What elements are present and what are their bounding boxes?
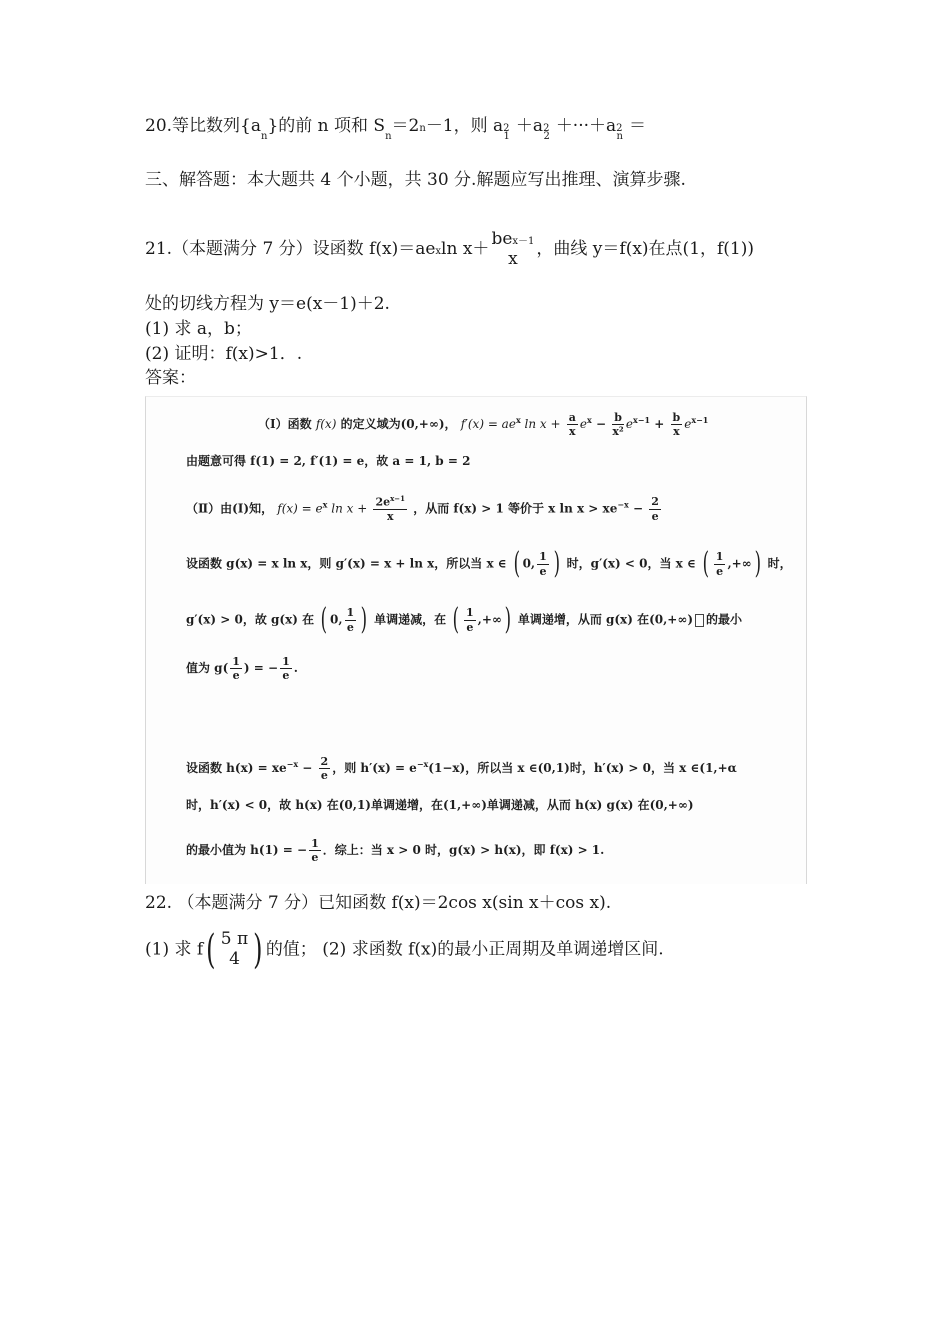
paren-open: ( — [320, 602, 328, 637]
ans-l9b: 1 — [311, 837, 319, 850]
q20-sup-n: n — [419, 123, 426, 134]
ans-fx: x — [569, 425, 576, 439]
ans-l4i: 时， — [767, 556, 792, 571]
ans-l1b: f(x) — [315, 417, 337, 432]
ans-l6c: e — [232, 669, 240, 683]
ans-l3g: − — [628, 501, 648, 516]
ans-l1i: − — [591, 417, 611, 432]
answer-line-4 — [186, 546, 792, 581]
q22-frac-num: 5 π — [220, 929, 249, 950]
ans-l5i: 单调递增，从而 g(x) 在(0,+∞) — [517, 612, 694, 627]
ans-l3e: ，从而 f(x) > 1 等价于 x ln x > xe — [413, 501, 618, 516]
answer-line-5 — [186, 602, 743, 637]
missing-glyph-box — [695, 614, 704, 627]
ans-l7b: −x — [286, 759, 299, 770]
ans-frac-1e-f — [280, 655, 292, 682]
ans-l7e: e — [320, 769, 328, 783]
ans-l7h: (1−x)，所以当 x ∈(0,1)时，h′(x) > 0，当 x ∈(1,+α — [428, 761, 737, 776]
q22-text-b: 的值； (2) 求函数 f(x)的最小正周期及单调递增区间. — [265, 939, 664, 960]
paren-close: ) — [360, 602, 368, 637]
q20-sub-n1: n — [261, 131, 268, 142]
ans-l3den: x — [386, 509, 394, 523]
ans-l7f: ，则 h′(x) = e — [332, 761, 417, 776]
ans-l1a: （Ⅰ）函数 — [258, 417, 312, 432]
ans-l4c: 1 — [539, 550, 547, 564]
ans-l5c: 1 — [346, 606, 355, 620]
ans-l6g: . — [293, 661, 298, 676]
paren-open: ( — [513, 546, 520, 581]
ans-l3-num — [373, 495, 407, 510]
ans-frac-1e-b — [714, 550, 726, 577]
ans-l1k: x−1 — [633, 415, 651, 426]
ans-frac-1e-d — [464, 606, 476, 633]
ans-l3he: e — [651, 509, 659, 523]
ans-fb: b — [614, 411, 622, 424]
q21-frac-num — [491, 230, 534, 250]
ans-l6e: 1 — [282, 655, 290, 668]
ans-fb2: b — [672, 411, 681, 424]
ans-frac-1e-a — [537, 550, 549, 577]
q20-sub-2: 2 — [543, 131, 550, 142]
ans-l1g: e — [579, 417, 588, 432]
ans-l3h2: 2 — [651, 495, 659, 509]
paren-close: ) — [553, 546, 560, 581]
ans-l3numsup: x−1 — [390, 494, 406, 503]
ans-frac-2e — [373, 495, 407, 523]
answer-line-9 — [186, 837, 604, 864]
ans-l4h: ,+∞ — [727, 556, 752, 571]
q21-text-c: ，曲线 y＝f(x)在点(1，f(1)) — [536, 239, 755, 260]
ans-l9c: e — [311, 851, 319, 865]
ans-frac-1e-e — [230, 655, 242, 682]
ans-l1f: ln x + — [520, 417, 561, 432]
ans-l1d: f′(x) = ae — [460, 417, 516, 432]
ans-l4g: e — [716, 564, 724, 578]
ans-l1e: x — [515, 415, 521, 426]
ans-l1m: e — [684, 417, 692, 432]
ans-l5b: 0, — [330, 612, 343, 627]
ans-l7g: −x — [416, 759, 429, 770]
question-22: 22. （本题满分 7 分）已知函数 f(x)＝2cos x(sin x＋cos x). — [145, 893, 612, 913]
question-21 — [145, 230, 754, 269]
ans-l5f: 1 — [466, 606, 474, 620]
ans-frac-b-x2 — [612, 411, 624, 438]
q21-frac-num-text: be — [491, 229, 513, 249]
ans-l5d: e — [346, 620, 354, 634]
q21-frac-den: x — [508, 248, 518, 269]
answer-line-1 — [258, 411, 708, 438]
ans-frac-a-x — [567, 411, 578, 438]
q20-sup-2a: 2 — [503, 123, 510, 134]
ans-l4d: e — [539, 564, 547, 578]
answer-line-7 — [186, 755, 737, 782]
q21-text-a: 21.（本题满分 7 分）设函数 f(x)＝ae — [145, 239, 436, 260]
paren-open: ( — [452, 602, 460, 637]
ans-l4a: 设函数 g(x) = x ln x，则 g′(x) = x + ln x，所以当 x ∈ — [186, 556, 507, 571]
answer-line-3 — [186, 495, 663, 523]
ans-l6f: e — [282, 669, 290, 683]
ans-l5j: 的最小 — [706, 612, 743, 627]
ans-l9a: 的最小值为 h(1) = − — [186, 843, 308, 858]
q21-line2: 处的切线方程为 y＝e(x－1)＋2. — [145, 294, 390, 314]
ans-l3a: （Ⅱ）由(Ⅰ)知， — [186, 501, 274, 516]
ans-frac-2-e-b — [319, 755, 331, 782]
q21-text-b: ln x＋ — [441, 239, 490, 260]
q20-text-a: 20.等比数列{a — [145, 116, 261, 136]
q20-sub-n2: n — [385, 131, 392, 142]
ans-l5a: g′(x) > 0，故 g(x) 在 — [186, 612, 315, 627]
ans-l9d: ．综上：当 x > 0 时，g(x) > h(x)，即 f(x) > 1. — [322, 843, 605, 858]
q20-sup-2c: 2 — [616, 123, 623, 134]
ans-l1l: + — [650, 417, 669, 432]
answer-line-8: 时，h′(x) < 0，故 h(x) 在(0,1)单调递增，在(1,+∞)单调递减，从而 h(x) g(x) 在(0,+∞) — [186, 798, 694, 812]
ans-l1c: 的定义域为(0,+∞)， — [340, 417, 457, 432]
q20-sub-n3: n — [616, 131, 623, 142]
ans-l5e: 单调递减，在 — [374, 612, 447, 627]
ans-l1n: x−1 — [691, 415, 709, 426]
ans-l1j: e — [625, 417, 634, 432]
q20-text-b: }的前 n 项和 S — [267, 116, 386, 136]
ans-l7a: 设函数 h(x) = xe — [186, 761, 287, 776]
q22-parts — [145, 927, 664, 973]
ans-frac-2-e — [649, 495, 661, 522]
ans-l5g: e — [466, 620, 474, 634]
ans-l3d: ln x + — [327, 501, 368, 516]
ans-l1h: x — [587, 415, 592, 426]
q22-text-a: (1) 求 f — [145, 939, 204, 960]
q20-text-e: ＋a — [515, 116, 544, 136]
ans-fx2: x² — [612, 425, 624, 439]
q21-part2: (2) 证明：f(x)>1．. — [145, 344, 303, 364]
ans-l3c: x — [322, 499, 328, 510]
question-20 — [145, 116, 646, 142]
q20-sup-2b: 2 — [543, 123, 550, 134]
q22-paren-open: ( — [206, 927, 216, 973]
q21-fraction — [491, 230, 534, 269]
ans-frac-b-x — [671, 411, 683, 438]
q20-sub-1: 1 — [503, 131, 510, 142]
ans-l5h: ,+∞ — [477, 612, 502, 627]
ans-l6b: 1 — [232, 655, 240, 668]
q20-text-g: ＝ — [629, 116, 646, 136]
q20-text-c: ＝2 — [391, 116, 420, 136]
q22-paren-close: ) — [253, 927, 263, 973]
answer-label: 答案： — [145, 368, 196, 388]
q20-text-f: ＋···＋a — [555, 116, 617, 136]
q22-fraction — [221, 930, 248, 969]
paren-close: ) — [504, 602, 511, 637]
q21-sup-x: x — [435, 246, 442, 258]
ans-l4b: 0, — [522, 556, 536, 571]
q20-text-d: －1，则 a — [425, 116, 504, 136]
ans-l4e: 时，g′(x) < 0，当 x ∈ — [566, 556, 696, 571]
section-3-heading: 三、解答题：本大题共 4 个小题，共 30 分.解题应写出推理、演算步骤. — [145, 170, 686, 190]
ans-l4f: 1 — [715, 550, 724, 564]
ans-l3num: 2e — [375, 495, 391, 509]
ans-frac-1e-c — [345, 606, 357, 633]
ans-fx3: x — [673, 425, 680, 439]
q21-part1: (1) 求 a，b； — [145, 319, 252, 339]
answer-line-6 — [186, 655, 298, 682]
ans-l6a: 值为 g( — [186, 661, 229, 676]
ans-l7d: 2 — [320, 755, 329, 768]
paren-open: ( — [702, 546, 710, 581]
ans-fa: a — [568, 411, 576, 424]
ans-l3f: −x — [617, 499, 629, 510]
answer-image — [145, 396, 807, 884]
paren-close: ) — [754, 546, 761, 581]
q21-frac-num-sup: x－1 — [512, 236, 535, 247]
q22-frac-den: 4 — [229, 949, 240, 969]
answer-line-2: 由题意可得 f(1) = 2, f′(1) = e，故 a = 1, b = 2 — [186, 454, 471, 468]
ans-l3b: f(x) = e — [277, 501, 323, 516]
ans-frac-1e-g — [309, 837, 321, 864]
ans-l7c: − — [298, 761, 317, 776]
ans-l6d: ) = − — [243, 661, 279, 676]
